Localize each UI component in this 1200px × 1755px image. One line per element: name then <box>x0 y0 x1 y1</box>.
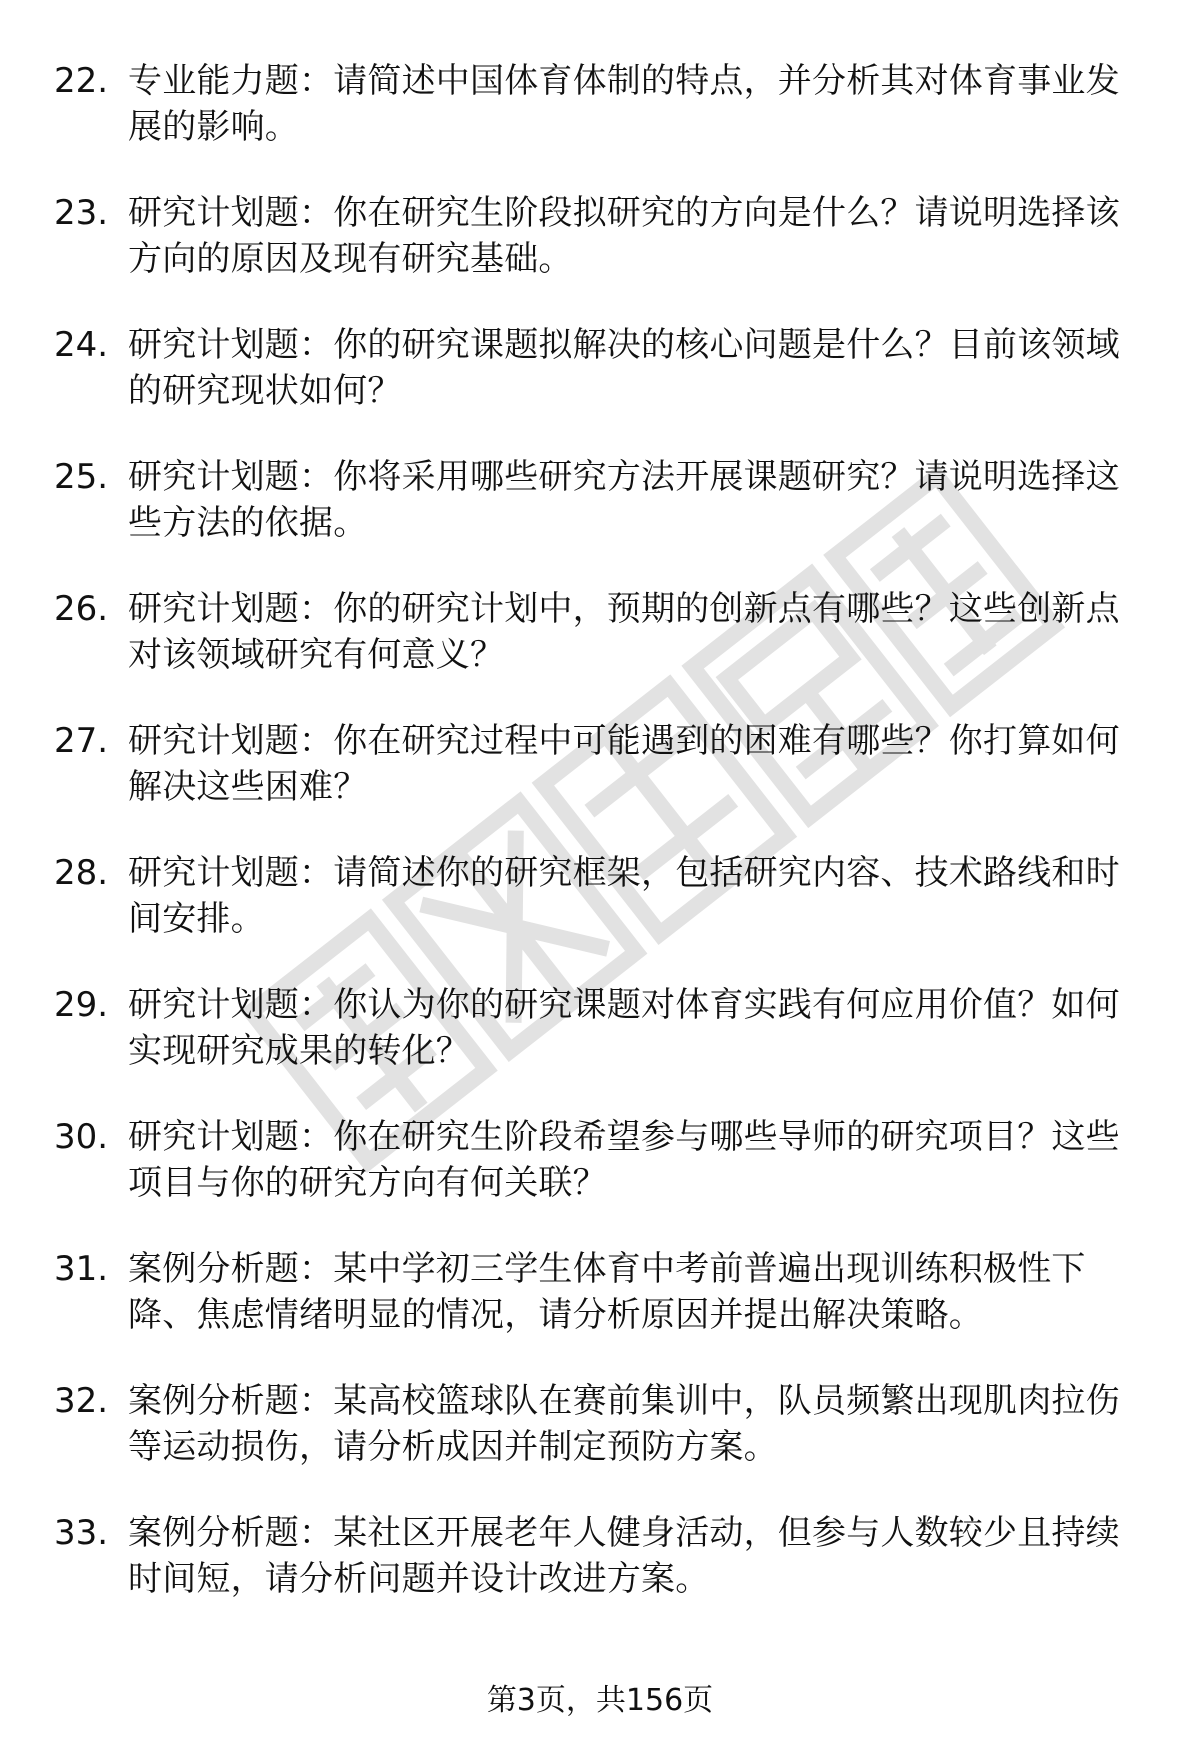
question-text: 研究计划题：你认为你的研究课题对体育实践有何应用价值？如何实现研究成果的转化？ <box>128 985 1120 1071</box>
question-text: 案例分析题：某中学初三学生体育中考前普遍出现训练积极性下降、焦虑情绪明显的情况，请分析原因并提出解决策略。 <box>128 1249 1086 1335</box>
question-number: 25. <box>54 457 109 497</box>
question-text: 研究计划题：你在研究生阶段希望参与哪些导师的研究项目？这些项目与你的研究方向有何关联？ <box>128 1117 1120 1203</box>
question-number: 26. <box>54 589 109 629</box>
question-list <box>54 58 1154 1642</box>
question-item <box>54 850 1154 982</box>
question-text: 研究计划题：你的研究课题拟解决的核心问题是什么？目前该领域的研究现状如何？ <box>128 325 1120 411</box>
question-number: 33. <box>54 1513 109 1553</box>
question-text: 案例分析题：某社区开展老年人健身活动，但参与人数较少且持续时间短，请分析问题并设计改进方案。 <box>128 1513 1120 1599</box>
question-text: 研究计划题：你的研究计划中，预期的创新点有哪些？这些创新点对该领域研究有何意义？ <box>128 589 1120 675</box>
question-item <box>54 322 1154 454</box>
question-text: 研究计划题：你在研究过程中可能遇到的困难有哪些？你打算如何解决这些困难？ <box>128 721 1120 807</box>
question-number: 32. <box>54 1381 109 1421</box>
question-item <box>54 1114 1154 1246</box>
question-number: 27. <box>54 721 109 761</box>
question-text: 专业能力题：请简述中国体育体制的特点，并分析其对体育事业发展的影响。 <box>128 61 1120 147</box>
question-item <box>54 1378 1154 1510</box>
question-item <box>54 58 1154 190</box>
question-item <box>54 1510 1154 1642</box>
question-item <box>54 454 1154 586</box>
question-number: 29. <box>54 985 109 1025</box>
question-item <box>54 190 1154 322</box>
question-item <box>54 982 1154 1114</box>
question-number: 31. <box>54 1249 109 1289</box>
page-number-footer: 第3页，共156页 <box>486 1683 714 1718</box>
question-text: 案例分析题：某高校篮球队在赛前集训中，队员频繁出现肌肉拉伤等运动损伤，请分析成因并制定预防方案。 <box>128 1381 1120 1467</box>
question-number: 28. <box>54 853 109 893</box>
question-number: 22. <box>54 61 109 101</box>
question-item <box>54 1246 1154 1378</box>
question-text: 研究计划题：你在研究生阶段拟研究的方向是什么？请说明选择该方向的原因及现有研究基础。 <box>128 193 1120 279</box>
question-number: 30. <box>54 1117 109 1157</box>
question-item <box>54 718 1154 850</box>
question-text: 研究计划题：你将采用哪些研究方法开展课题研究？请说明选择这些方法的依据。 <box>128 457 1120 543</box>
question-number: 23. <box>54 193 109 233</box>
question-text: 研究计划题：请简述你的研究框架，包括研究内容、技术路线和时间安排。 <box>128 853 1120 939</box>
question-item <box>54 586 1154 718</box>
question-number: 24. <box>54 325 109 365</box>
